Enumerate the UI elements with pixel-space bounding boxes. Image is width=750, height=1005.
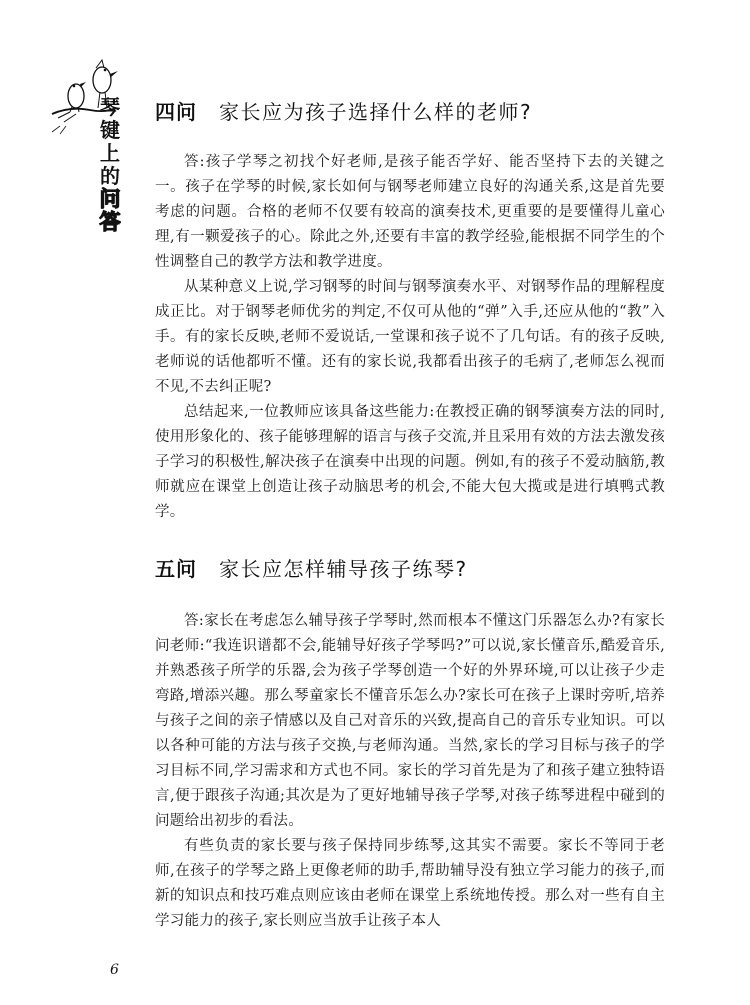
section-title: 家长应为孩子选择什么样的老师? (219, 99, 533, 124)
section-title: 家长应怎样辅导孩子练琴? (219, 556, 468, 581)
section-number: 四问 (155, 99, 197, 124)
paragraph: 答:家长在考虑怎么辅导孩子学琴时,然而根本不懂这门乐器怎么办?有家长问老师:“我连识谱都不会,能辅导好孩子学琴吗?”可以说,家长懂音乐,酷爱音乐,并熟悉孩子所学的乐器,会为孩子学琴创造一个好的外界环境,可以让孩子少走弯路,增添兴趣。那么琴童家长不懂音乐怎么办?家长可在孩子上课时旁听,培养与孩子之间的亲子情感以及自己对音乐的兴致,提高自己的音乐专业知识。可以以各种可能的方法与孩子交换,与老师沟通。当然,家长的学习目标与孩子的学习目标不同,学习需求和方式也不同。家长的学习首先是为了和孩子建立独特语言,便于跟孩子沟通;其次是为了更好地辅导孩子学琴,对孩子练琴进程中碰到的问题给出初步的看法。 (155, 613, 665, 829)
sidebar-decoration (50, 56, 130, 234)
vertical-title-char: 答 (99, 210, 121, 234)
section-5-heading (155, 547, 665, 587)
vertical-title-char: 的 (100, 164, 120, 188)
section-4-heading (155, 90, 665, 130)
vertical-title-char: 键 (100, 118, 120, 142)
vertical-title-char: 琴 (100, 95, 120, 119)
paragraph: 答:孩子学琴之初找个好老师,是孩子能否学好、能否坚持下去的关键之一。孩子在学琴的时候,家长如何与钢琴老师建立良好的沟通关系,这是首先要考虑的问题。合格的老师不仅要有较高的演奏技术,更重要的是要懂得儿童心理,有一颗爱孩子的心。除此之外,还要有丰富的教学经验,能根据不同学生的个性调整自己的教学方法和教学进度。 (155, 154, 665, 270)
paragraph: 总结起来,一位教师应该具备这些能力:在教授正确的钢琴演奏方法的同时,使用形象化的、孩子能够理解的语言与孩子交流,并且采用有效的方法去激发孩子学习的积极性,解决孩子在演奏中出现的问题。例如,有的孩子不爱动脑筋,教师就应在课堂上创造让孩子动脑思考的机会,不能大包大揽或是进行填鸭式教学。 (155, 404, 665, 520)
page-number: 6 (110, 962, 119, 978)
paragraph: 有些负责的家长要与孩子保持同步练琴,这其实不需要。家长不等同于老师,在孩子的学琴之路上更像老师的助手,帮助辅导没有独立学习能力的孩子,而新的知识点和技巧难点则应该由老师在课堂上系统地传授。那么对一些有自主学习能力的孩子,家长则应当放手让孩子本人 (155, 838, 665, 929)
paragraph: 从某种意义上说,学习钢琴的时间与钢琴演奏水平、对钢琴作品的理解程度成正比。对于钢琴老师优劣的判定,不仅可从他的“弹”入手,还应从他的“教”入手。有的家长反映,老师不爱说话,一堂课和孩子说不了几句话。有的孩子反映,老师说的话他都听不懂。还有的家长说,我都看出孩子的毛病了,老师怎么视而不见,不去纠正呢? (155, 279, 665, 395)
section-number: 五问 (155, 556, 197, 581)
vertical-title-char: 上 (100, 141, 120, 165)
vertical-title-char: 问 (99, 187, 121, 211)
page-content (155, 90, 665, 934)
vertical-title (97, 96, 123, 234)
